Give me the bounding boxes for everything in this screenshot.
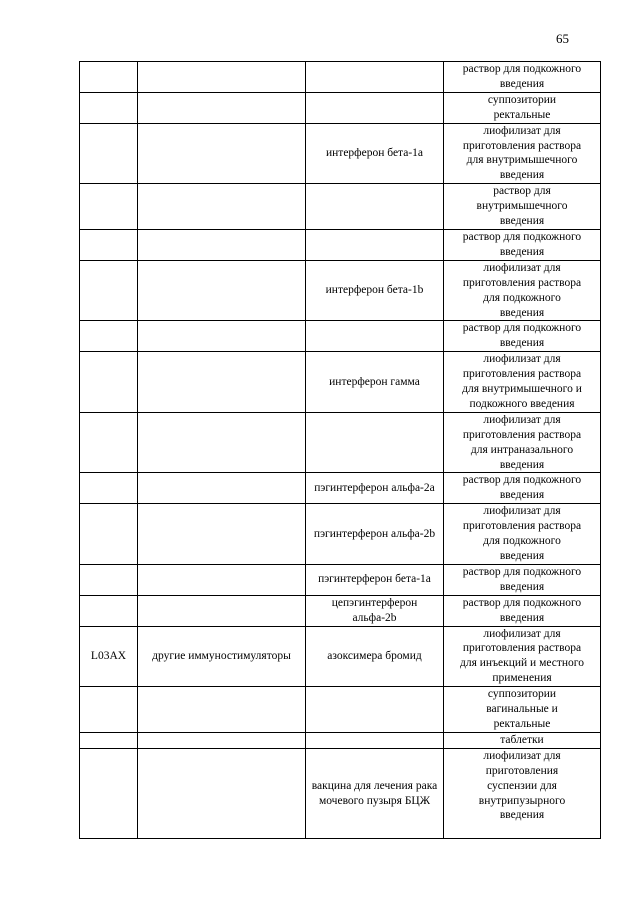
table-row [80, 473, 601, 504]
drug-table [79, 61, 601, 839]
dosage-form-line: применения [492, 672, 552, 685]
dosage-form-cell [444, 626, 601, 687]
substance-cell: пэгинтерферон бета-1a [306, 564, 444, 595]
atc-code-cell [80, 564, 138, 595]
substance-cell: интерферон бета-1b [306, 260, 444, 321]
dosage-form-line: введения [499, 489, 545, 502]
table-row [80, 748, 601, 838]
dosage-form-cell [444, 564, 601, 595]
table-row [80, 687, 601, 733]
atc-code-cell [80, 123, 138, 184]
group-name-cell [138, 504, 306, 565]
table-row [80, 504, 601, 565]
group-name-cell [138, 412, 306, 473]
table-row [80, 626, 601, 687]
group-name-cell [138, 260, 306, 321]
dosage-form-line: введения [499, 245, 545, 258]
dosage-form-line: лиофилизат для [483, 353, 561, 366]
group-name-cell [138, 321, 306, 352]
dosage-form-cell [444, 321, 601, 352]
substance-cell: интерферон гамма [306, 352, 444, 413]
dosage-form-line: внутримышечного [476, 200, 568, 213]
group-name-cell [138, 352, 306, 413]
dosage-form-line: для подкожного [483, 535, 561, 548]
substance-cell [306, 229, 444, 260]
dosage-form-cell [444, 123, 601, 184]
substance-cell [306, 321, 444, 352]
dosage-form-line: подкожного введения [469, 397, 575, 410]
dosage-form-line: раствор для подкожного [462, 474, 582, 487]
dosage-form-line: вагинальные и [486, 703, 558, 716]
table-row [80, 352, 601, 413]
atc-code-cell: L03AX [80, 626, 138, 687]
dosage-form-line: введения [499, 580, 545, 593]
dosage-form-line: внутрипузырного [478, 794, 566, 807]
table-row [80, 564, 601, 595]
substance-cell [306, 687, 444, 733]
dosage-form-line: для инъекций и местного [460, 657, 584, 670]
dosage-form-line [447, 823, 597, 838]
substance-cell: пэгинтерферон альфа-2a [306, 473, 444, 504]
dosage-form-cell [444, 687, 601, 733]
dosage-form-line: раствор для подкожного [462, 596, 582, 609]
atc-code-cell [80, 92, 138, 123]
atc-code-cell [80, 473, 138, 504]
dosage-form-line: приготовления раствора [462, 368, 582, 381]
atc-code-cell [80, 595, 138, 626]
substance-cell: цепэгинтерферон альфа-2b [306, 595, 444, 626]
substance-cell: вакцина для лечения рака мочевого пузыря БЦЖ [306, 748, 444, 838]
dosage-form-cell [444, 732, 601, 748]
dosage-form-line: введения [499, 215, 545, 228]
atc-code-cell [80, 184, 138, 230]
substance-cell [306, 184, 444, 230]
dosage-form-line: лиофилизат для [483, 124, 561, 137]
table-row [80, 184, 601, 230]
dosage-form-line: суспензии для [487, 779, 557, 792]
dosage-form-line: введения [499, 306, 545, 319]
table-row [80, 321, 601, 352]
group-name-cell [138, 687, 306, 733]
dosage-form-line: раствор для [493, 185, 551, 198]
dosage-form-line: ректальные [493, 717, 551, 730]
table-row [80, 412, 601, 473]
atc-code-cell [80, 732, 138, 748]
group-name-cell [138, 123, 306, 184]
dosage-form-cell [444, 260, 601, 321]
group-name-cell [138, 748, 306, 838]
group-name-cell [138, 732, 306, 748]
dosage-form-line: раствор для подкожного [462, 230, 582, 243]
dosage-form-line: раствор для подкожного [462, 322, 582, 335]
dosage-form-line: суппозитории [487, 93, 557, 106]
atc-code-cell [80, 687, 138, 733]
table-row [80, 62, 601, 93]
dosage-form-cell [444, 473, 601, 504]
substance-cell: пэгинтерферон альфа-2b [306, 504, 444, 565]
dosage-form-line: лиофилизат для [483, 413, 561, 426]
dosage-form-line: лиофилизат для [483, 505, 561, 518]
dosage-form-cell [444, 412, 601, 473]
dosage-form-line: суппозитории [487, 688, 557, 701]
dosage-form-line: для внутримышечного и [462, 383, 582, 396]
dosage-form-line: ректальные [493, 108, 551, 121]
dosage-form-line: лиофилизат для [483, 749, 561, 762]
substance-cell [306, 732, 444, 748]
dosage-form-line: приготовления [485, 764, 559, 777]
substance-cell: азоксимера бромид [306, 626, 444, 687]
table-row [80, 260, 601, 321]
group-name-cell [138, 92, 306, 123]
table-row [80, 229, 601, 260]
group-name-cell [138, 473, 306, 504]
dosage-form-cell [444, 748, 601, 838]
dosage-form-line: приготовления раствора [462, 139, 582, 152]
atc-code-cell [80, 748, 138, 838]
group-name-cell: другие иммуностимуляторы [138, 626, 306, 687]
group-name-cell [138, 184, 306, 230]
dosage-form-line: приготовления раствора [462, 428, 582, 441]
table-row [80, 595, 601, 626]
dosage-form-cell [444, 352, 601, 413]
dosage-form-line: введения [499, 337, 545, 350]
dosage-form-line: введения [499, 611, 545, 624]
dosage-form-line: для подкожного [483, 291, 561, 304]
dosage-form-line: раствор для подкожного [462, 63, 582, 75]
dosage-form-cell [444, 184, 601, 230]
atc-code-cell [80, 62, 138, 93]
group-name-cell [138, 62, 306, 93]
dosage-form-line: введения [499, 458, 545, 471]
dosage-form-cell [444, 504, 601, 565]
dosage-form-line: приготовления раствора [462, 276, 582, 289]
dosage-form-line: приготовления раствора [462, 520, 582, 533]
atc-code-cell [80, 504, 138, 565]
dosage-form-cell [444, 92, 601, 123]
atc-code-cell [80, 321, 138, 352]
dosage-form-line: введения [499, 77, 545, 90]
dosage-form-line: лиофилизат для [483, 261, 561, 274]
dosage-form-cell [444, 62, 601, 93]
dosage-form-line: таблетки [500, 733, 544, 746]
atc-code-cell [80, 412, 138, 473]
atc-code-cell [80, 352, 138, 413]
group-name-cell [138, 564, 306, 595]
table-row [80, 92, 601, 123]
group-name-cell [138, 595, 306, 626]
page-number: 65 [556, 31, 569, 46]
dosage-form-line: для интраназального [470, 443, 574, 456]
atc-code-cell [80, 260, 138, 321]
group-name-cell [138, 229, 306, 260]
substance-cell: интерферон бета-1a [306, 123, 444, 184]
dosage-form-cell [444, 229, 601, 260]
substance-cell [306, 412, 444, 473]
substance-cell [306, 92, 444, 123]
dosage-form-line: лиофилизат для [483, 627, 561, 640]
substance-cell [306, 62, 444, 93]
dosage-form-line: раствор для подкожного [462, 565, 582, 578]
dosage-form-line: введения [499, 550, 545, 562]
dosage-form-line: для внутримышечного [466, 154, 578, 167]
dosage-form-line: введения [499, 169, 545, 182]
dosage-form-cell [444, 595, 601, 626]
atc-code-cell [80, 229, 138, 260]
table-row [80, 732, 601, 748]
dosage-form-line: приготовления раствора [462, 642, 582, 655]
table-row [80, 123, 601, 184]
dosage-form-line: введения [499, 809, 545, 822]
